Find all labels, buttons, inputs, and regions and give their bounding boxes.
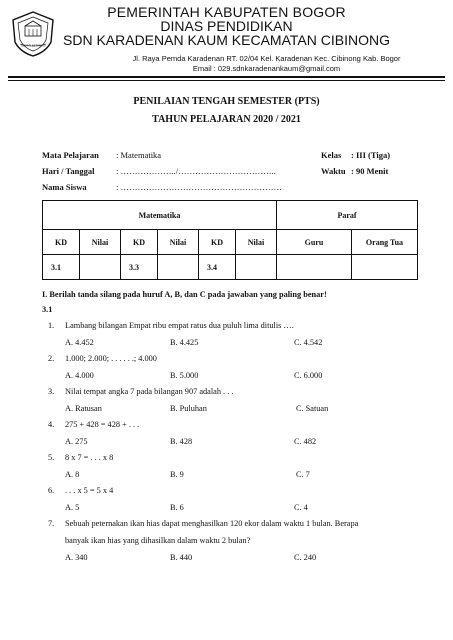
option-c[interactable]: C. 482 [294, 437, 317, 446]
option-a[interactable]: A. 275 [65, 437, 88, 446]
option-c[interactable]: C. 4.542 [294, 338, 323, 347]
option-c[interactable]: C. 4 [294, 503, 308, 512]
question-text: 1.000; 2.000; . . . . . .; 4.000 [65, 354, 157, 363]
table-cell: 3.4 [199, 255, 236, 280]
subject-value: : Matematika [116, 150, 162, 160]
question-text: 8 x 7 = . . . x 8 [65, 453, 114, 462]
header-gov: PEMERINTAH KABUPATEN BOGOR [107, 4, 346, 20]
col-kd: KD [43, 230, 80, 255]
option-c[interactable]: C. 7 [296, 470, 310, 479]
question-number: 7. [48, 519, 55, 528]
col-kd: KD [121, 230, 158, 255]
time-label: Waktu [321, 166, 346, 176]
time-value: : 90 Menit [351, 166, 389, 176]
table-cell[interactable] [277, 255, 352, 280]
table-cell[interactable] [236, 255, 277, 280]
question-number: 3. [48, 387, 55, 396]
col-nilai: Nilai [236, 230, 277, 255]
header-address: Jl. Raya Pemda Karadenan RT. 02/04 Kel. Karadenan Kec. Cibinong Kab. Bogor [132, 54, 401, 63]
section-label: 3.1 [42, 305, 53, 314]
question-number: 4. [48, 420, 55, 429]
score-group-subject: Matematika [43, 201, 277, 230]
exam-year: TAHUN PELAJARAN 2020 / 2021 [152, 114, 301, 125]
instruction: I. Berilah tanda silang pada huruf A, B, dan C pada jawaban yang paling benar! [42, 290, 327, 299]
option-c[interactable]: C. 6.000 [294, 371, 323, 380]
day-date-label: Hari / Tanggal [42, 166, 95, 176]
col-nilai: Nilai [80, 230, 121, 255]
col-teacher: Guru [277, 230, 352, 255]
student-name-value: : ………………………………………………… [116, 182, 282, 192]
header-dept: DINAS PENDIDIKAN [160, 18, 293, 34]
table-cell[interactable] [158, 255, 199, 280]
option-b[interactable]: B. 6 [170, 503, 184, 512]
option-a[interactable]: A. 4.452 [65, 338, 94, 347]
header-school: SDN KARADENAN KAUM KECAMATAN CIBINONG [63, 32, 390, 48]
header-email: Email : 029.sdnkaradenankaum@gmail.com [192, 64, 341, 73]
score-group-signature: Paraf [277, 201, 418, 230]
table-cell[interactable] [352, 255, 418, 280]
score-table [42, 200, 418, 280]
option-c[interactable]: C. Satuan [296, 404, 329, 413]
col-nilai: Nilai [158, 230, 199, 255]
question-number: 6. [48, 486, 55, 495]
logo-motto: TEGAR BERIMAN [20, 43, 46, 48]
header-rule-thin [8, 80, 445, 81]
question-number: 1. [48, 321, 55, 330]
day-date-value: : ………………../…………………………….. [116, 166, 276, 176]
question-number: 2. [48, 354, 55, 363]
option-a[interactable]: A. 340 [65, 553, 88, 562]
question-text-continued: banyak ikan hias yang dihasilkan dalam waktu 2 bulan? [65, 536, 251, 545]
col-parent: Orang Tua [352, 230, 418, 255]
option-b[interactable]: B. 440 [170, 553, 193, 562]
class-value: : III (Tiga) [351, 150, 391, 160]
option-b[interactable]: B. 9 [170, 470, 184, 479]
table-cell: 3.3 [121, 255, 158, 280]
question-text: 275 + 428 = 428 + . . . [65, 420, 140, 429]
question-text: Lambang bilangan Empat ribu empat ratus dua puluh lima ditulis …. [65, 321, 294, 330]
option-a[interactable]: A. 5 [65, 503, 80, 512]
option-a[interactable]: A. 8 [65, 470, 80, 479]
question-text: . . . x 5 = 5 x 4 [65, 486, 114, 495]
table-cell: 3.1 [43, 255, 80, 280]
subject-label: Mata Pelajaran [42, 150, 99, 160]
exam-title: PENILAIAN TENGAH SEMESTER (PTS) [133, 96, 320, 107]
option-c[interactable]: C. 240 [294, 553, 317, 562]
option-b[interactable]: B. 5.000 [170, 371, 199, 380]
option-a[interactable]: A. 4.000 [65, 371, 94, 380]
header-rule-thick [8, 76, 445, 78]
option-b[interactable]: B. 428 [170, 437, 193, 446]
col-kd: KD [199, 230, 236, 255]
question-text: Sebuah peternakan ikan hias dapat menghasilkan 120 ekor dalam waktu 1 bulan. Berapa [65, 519, 359, 528]
class-label: Kelas [321, 150, 342, 160]
option-a[interactable]: A. Ratusan [65, 404, 102, 413]
question-text: Nilai tempat angka 7 pada bilangan 907 adalah . . . [65, 387, 234, 396]
question-number: 5. [48, 453, 55, 462]
option-b[interactable]: B. Puluhan [170, 404, 207, 413]
option-b[interactable]: B. 4.425 [170, 338, 199, 347]
table-cell[interactable] [80, 255, 121, 280]
student-name-label: Nama Siswa [42, 182, 87, 192]
